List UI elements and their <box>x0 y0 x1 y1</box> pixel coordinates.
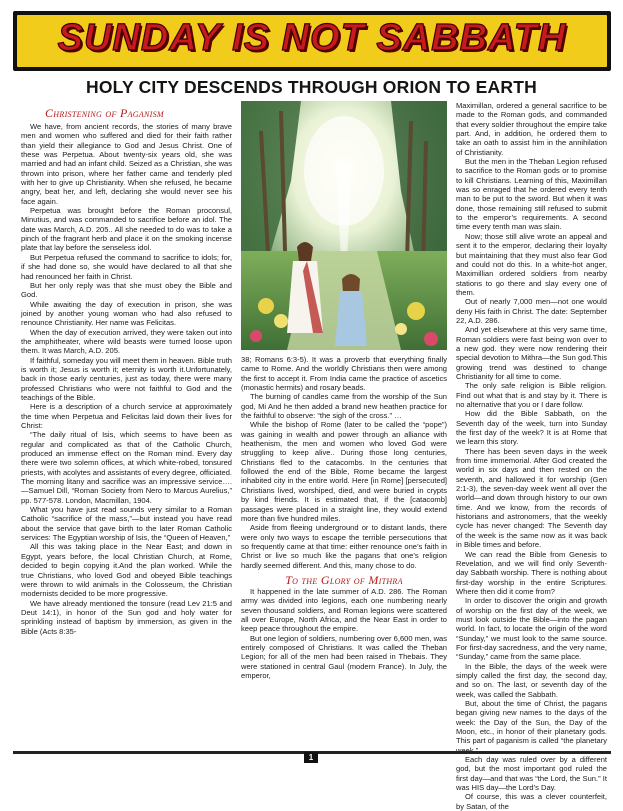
paragraph: In order to discover the origin and growth of worship on the first day of the week, we must look outside the Bible—into the pagan world. In fact, to locate the origin of the word “Sunday,” we must look to the same source. For first-day sacredness, and the very name, “Sunday,” came from the same place. <box>456 596 607 662</box>
section-heading-christening: Christening of Paganism <box>45 106 164 120</box>
paragraph: 38; Romans 6:3-5). It was a proverb that everything finally came to Rome. And the worldly Christians then were among the first to accept it. From India came the practice of ascetics (monastic hermits) and rosary beads. <box>241 355 447 393</box>
paragraph: “The daily ritual of Isis, which seems to have been as regular and complicated as that of the Catholic Church, produced an immense effect on the Roman mind. Every day there were two solemn offices, at which white-robed, tonsured priests, with acolytes and assistants of every degree, officiated. The morning litany and sacrifice was an impressive service….—Samuel Dill, “Roman Society from Nero to Marcus Aurelius,” pp. 577-578. London, Macmillan, 1904. <box>21 430 232 505</box>
paragraph: Aside from fleeing underground or to distant lands, there were only two ways to escape the terrible persecutions that so frequently came at that time: either renounce one’s faith in Christ or live so much like the pagans that one’s religion hardly seemed different. And this, many chose to do. <box>241 523 447 570</box>
paragraph: But her only reply was that she must obey the Bible and God. <box>21 280 232 300</box>
illustration-svg <box>241 101 447 350</box>
paragraph: Maximillan, ordered a general sacrifice to be made to the Roman gods, and commanded that every soldier throughout the empire take part. And, in addition, he ordered them to take an oath to assist him in the annihilation of Christianity. <box>456 101 607 157</box>
paragraph: There has been seven days in the week from time immemorial. After God created the world in six days and then rested on the seventh, and hallowed it for worship (Gen 2:1-3), the seven-day week went all over the world—and down through history to our own time. And we know, from the records of historians and astronomers, that the weekly cycle has never changed: The Seventh day of the week is the same now as it was back in Bible times and before. <box>456 446 607 550</box>
paragraph: But Perpetua refused the command to sacrifice to idols; for, if she had done so, she would have declared to all that she had renounced her faith in Christ. <box>21 252 232 281</box>
paragraph: But one legion of soldiers, numbering over 6,600 men, was entirely composed of Christians. It was called the Theban Legion; for all of the men had been raised in Thebais. They were stationed in central Gaul (modern France). In July, the emperor, <box>241 633 447 680</box>
paragraph: In the Bible, the days of the week were simply called the first day, the second day, and so on. The last, or seventh day of the week, was called the Sabbath. <box>456 661 607 699</box>
paragraph: How did the Bible Sabbath, on the Seventh day of the week, turn into Sunday the first day of the week? It is at Rome that we learn this story. <box>456 409 607 447</box>
paragraph: What you have just read sounds very similar to a Roman Catholic “sacrifice of the mass,”—but instead you have read about the service that gave birth to the later Roman Catholic services: The Egyptian worship of Isis, the “Queen of Heaven,” <box>21 505 232 543</box>
paragraph: All this was taking place in the Near East; and down in Egypt, years before, the local Christian Church, at Rome, decided to begin copying it.And the plan worked. While the true Christians, who loved God and obeyed Bible teachings were thrown to wild animals in the Colosseum, the Christian modernists decided to be more progressive. <box>21 542 232 599</box>
column-3 <box>456 101 607 811</box>
paragraph: While the bishop of Rome (later to be called the “pope”) was gaining in wealth and power through an alliance with heathenism, the men and women who loved God were struggling to keep alive.. During those long centuries, Christians fled to the catacombs. In the centuries that followed the end of the Bible, Rome became the largest inhabited city in the entire world. Here [in Rome] [persecuted] Christians lived, worshiped, died, and were buried in crypts by kind friends. It is estimated that, if the [catacomb] passages were placed in a straight line, they would extend more than five hundred miles. <box>241 420 447 523</box>
illustration-christ-in-garden <box>241 101 447 350</box>
title-banner <box>13 11 611 71</box>
paragraph: We can read the Bible from Genesis to Revelation, and we will find only Seventh-day Sabbath worship. There is nothing about first-day worship in the entire Scriptures. Where then did it come from? <box>456 549 607 596</box>
page-number: 1 <box>304 752 318 763</box>
paragraph: The only safe religion is Bible religion. Find out what that is and stay by it. There is no alternative that you or I dare follow. <box>456 381 607 409</box>
paragraph: And yet elsewhere at this very same time, Roman soldiers were fast being won over to a new god. they were now rendering their special devotion to Mithra—the Sun god.This growing trend was destined to change Christianity for all time to come. <box>456 325 607 381</box>
paragraph: But, about the time of Christ, the pagans began giving new names to the days of the week: the Day of the Sun, the Day of the Moon, etc., in honor of their planetary gods. This part of paganism is called “the planetary <box>456 699 607 746</box>
paragraph: It happened in the late summer of A.D. 286. The Roman army was divided into legions, each one numbering nearly seven thousand soldiers, and Roman legions were scattered all over Europe, North Africa, and the Near East in order to keep peace throughout the empire. <box>241 586 447 634</box>
paragraph: We have already mentioned the tonsure (read Lev 21:5 and Deut 14:1), in honor of the Sun god and holy water for sprinkling instead of baptism by immersion, as given in the Bible (Acts 8:35- <box>21 598 232 636</box>
paragraph: Of course, this was a clever counterfeit, by Satan, of the <box>456 792 607 811</box>
paragraph: Now; those still alive wrote an appeal and sent it to the emperor, declaring their loyalty but maintaining that they must also fear God and could not do this. In a white-hot anger, Maximillian ordered soldiers from nearby stations to go there and slay every one of them. <box>456 231 607 297</box>
paragraph: Out of nearly 7,000 men—not one would deny His faith in Christ. The date: September 22, A.D. 286. <box>456 297 607 325</box>
paragraph: When the day of execution arrived, they were taken out into the amphitheater, where wild beasts were turned loose upon them. It was March, A.D. 205. <box>21 327 232 356</box>
paragraph: We have, from ancient records, the stories of many brave men and women who suffered and died for their faith rather than yield their allegiance to God and Jesus Christ. One of these was Perpetua. About twenty-six years old, she was married and had an infant child. Seized as a Christian, she was thrown into prison, where her father came and tenderly pled with her to give up Christianity. When she refused, he became angry, beat her, and left, declaring she would never see his face again. <box>21 122 233 206</box>
paragraph: If faithful, someday you will meet them in heaven. Bible truth is worth it; Jesus is worth it; eternity is worth it.Unfortunately, back in those early centuries, just as today, there were many professed Christians who were not faithful to God and the teachings of the Bible. <box>21 355 232 402</box>
paragraph: But the men in the Theban Legion refused to sacrifice to the Roman gods or to promise to kill Christians. Learning of this, Maximillan was so enraged that he ordered every tenth man to be put to the sword. But when it was done, those remaining still refused to submit to the emperor’s requirements. A second time every tenth man was slain. <box>456 157 607 232</box>
column-1 <box>21 122 232 636</box>
paragraph: Here is a description of a church service at approximately the time when Perpetua and Felicitas laid down their lives for Christ: <box>21 402 232 430</box>
paragraph: The burning of candles came from the worship of the Sun god, Mi And he then added a brand new heathen practice for the faithful to observe: “the sigh of the cross.” … <box>241 392 447 421</box>
paragraph: Perpetua was brought before the Roman proconsul, Minutius, and was commanded to sacrifice before an idol. The date was March, A.D. 205.. All she needed to do was to take a pinch of the fragrant herb and place it on the smoking incense plate that lay before the senseless idol. <box>21 206 232 253</box>
paragraph: While awaiting the day of execution in prison, she was joined by another young woman who had also refused to renounce Christianity. Her name was Felicitas. <box>21 299 232 328</box>
column-2 <box>241 355 447 680</box>
paragraph: Each day was ruled over by a different god, but the most important god ruled the first day—and that was “the Lord, the Sun.” It was HIS day—the Lord’s Day. <box>456 755 607 793</box>
page-title: SUNDAY IS NOT SABBATH <box>57 17 567 59</box>
section-heading-mithra: To the Glory of Mithra <box>285 572 403 587</box>
page-subtitle: HOLY CITY DESCENDS THROUGH ORION TO EARTH <box>86 77 537 97</box>
